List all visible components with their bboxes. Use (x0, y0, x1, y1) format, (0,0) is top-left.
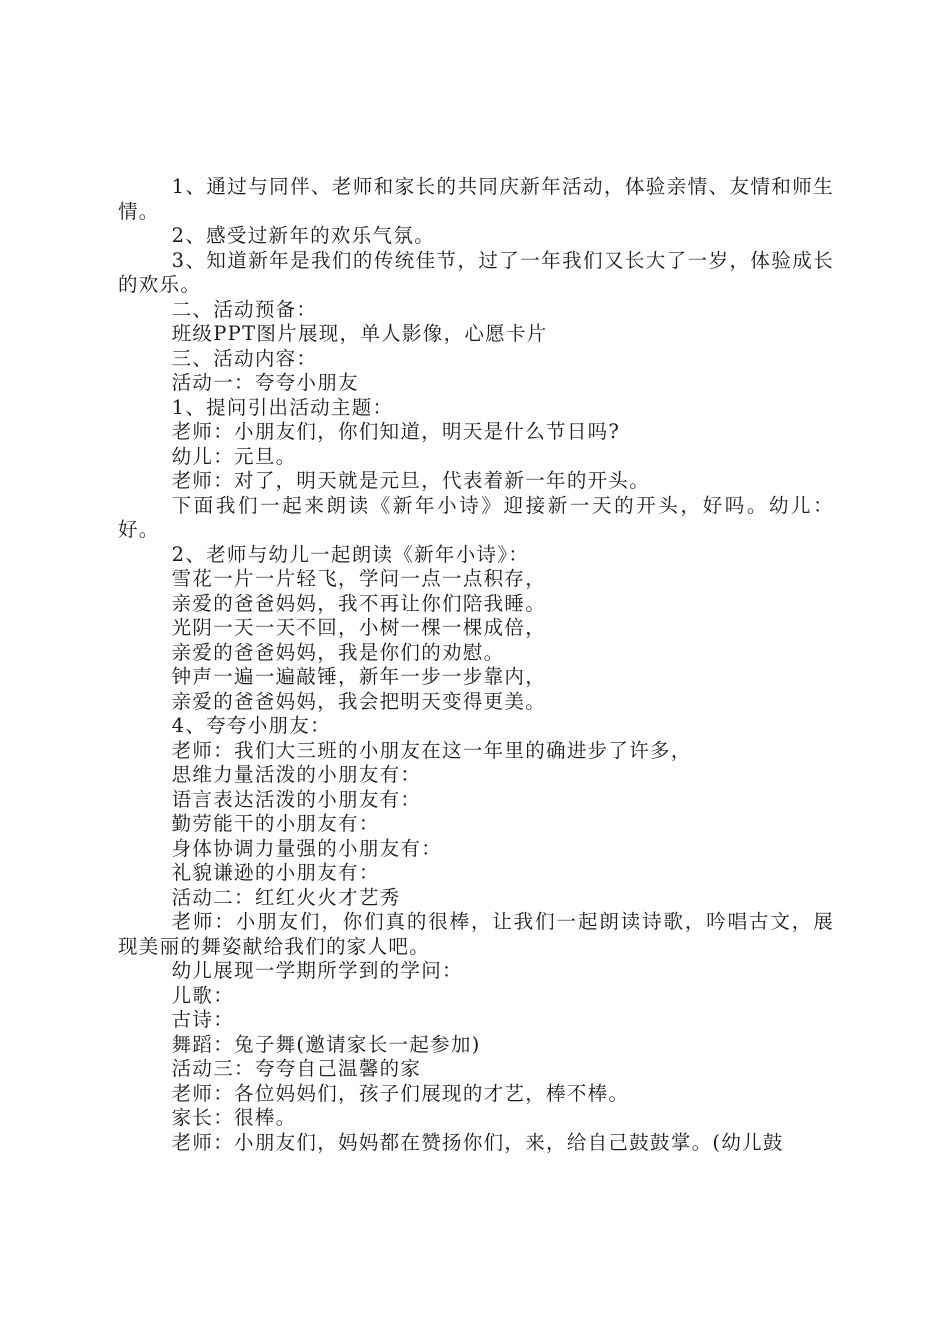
poem-line: 亲爱的爸爸妈妈，我是你们的劝慰。 (171, 640, 505, 664)
activity-heading: 活动二：红红火火才艺秀 (171, 885, 401, 909)
dialogue-line: 下面我们一起来朗读《新年小诗》迎接新一天的开头，好吗。幼儿：好。 (118, 493, 834, 541)
poem-line: 亲爱的爸爸妈妈，我会把明天变得更美。 (171, 689, 547, 713)
list-line: 思维力量活泼的小朋友有： (171, 763, 422, 786)
activity-heading: 活动一：夸夸小朋友 (171, 371, 359, 394)
section-heading: 三、活动内容： (171, 346, 318, 370)
paragraph: 班级PPT图片展现，单人影像，心愿卡片 (171, 322, 548, 345)
list-line: 礼貌谦逊的小朋友有： (171, 861, 380, 884)
paragraph: 2、老师与幼儿一起朗读《新年小诗》： (171, 542, 530, 566)
list-line: 儿歌： (171, 983, 235, 1007)
activity-heading: 活动三：夸夸自己温馨的家 (171, 1057, 422, 1080)
list-line: 语言表达活泼的小朋友有： (171, 787, 422, 811)
paragraph: 1、通过与同伴、老师和家长的共同庆新年活动，体验亲情、友情和师生情。 (118, 175, 834, 223)
dialogue-line: 老师：对了，明天就是元旦，代表着新一年的开头。 (171, 469, 651, 492)
poem-line: 亲爱的爸爸妈妈，我不再让你们陪我睡。 (171, 591, 547, 615)
section-heading: 二、活动预备： (171, 297, 318, 321)
paragraph: 2、感受过新年的欢乐气氛。 (171, 224, 435, 247)
dialogue-line: 老师：小朋友们，你们知道，明天是什么节日吗? (171, 420, 621, 443)
paragraph: 1、提问引出活动主题： (171, 395, 394, 419)
dialogue-line: 老师：小朋友们，你们真的很棒，让我们一起朗读诗歌，吟唱古文，展现美丽的舞姿献给我们的家人吧。 (118, 910, 834, 958)
list-line: 身体协调力量强的小朋友有： (171, 836, 443, 860)
dialogue-line: 老师：我们大三班的小朋友在这一年里的确进步了许多， (171, 738, 692, 762)
dialogue-line: 幼儿：元旦。 (171, 444, 297, 468)
document-body (118, 175, 834, 1155)
poem-line: 钟声一遍一遍敲锤，新年一步一步靠内， (171, 665, 547, 688)
list-line: 舞蹈：兔子舞(邀请家长一起参加) (171, 1032, 481, 1056)
dialogue-line: 老师：小朋友们，妈妈都在赞扬你们，来，给自己鼓鼓掌。(幼儿鼓 (171, 1130, 784, 1154)
paragraph: 幼儿展现一学期所学到的学问： (171, 959, 463, 982)
poem-line: 雪花一片一片轻飞，学问一点一点积存， (171, 567, 547, 590)
paragraph: 3、知道新年是我们的传统佳节，过了一年我们又长大了一岁，体验成长的欢乐。 (118, 248, 834, 296)
paragraph: 4、夸夸小朋友： (171, 714, 331, 737)
list-line: 古诗： (171, 1008, 235, 1031)
dialogue-line: 家长：很棒。 (171, 1106, 297, 1129)
poem-line: 光阴一天一天不回，小树一棵一棵成倍， (171, 616, 547, 639)
dialogue-line: 老师：各位妈妈们，孩子们展现的才艺，棒不棒。 (171, 1081, 630, 1105)
list-line: 勤劳能干的小朋友有： (171, 812, 380, 835)
